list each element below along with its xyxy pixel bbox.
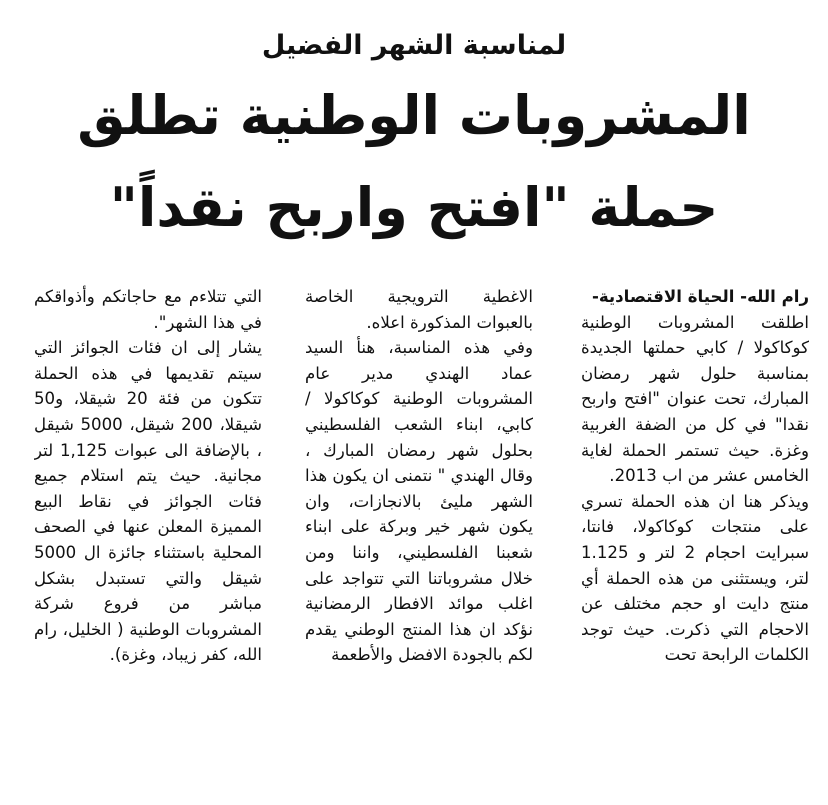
article-column-1 — [581, 284, 809, 799]
article-column-2 — [305, 284, 533, 799]
article-kicker: لمناسبة الشهر الفضيل — [261, 30, 567, 61]
column-2-paragraph-2: وفي هذه المناسبة، هنأ السيد عماد الهندي مدير عام المشروبات الوطنية كوكاكولا /كابي، ابناء الشعب الفلسطيني بحلول شهر رمضان المبارك ، وقال الهندي " نتمنى ان يكون هذا الشهر مليئ بالانجازات، وان يكون شهر خير وبركة على ابناء شعبنا الفلسطيني، واننا ومن خلال مشروباتنا التي تتواجد على اغلب موائد الافطار الرمضانية نؤكد ان هذا المنتج الوطني يقدم لكم بالجودة الافضل والأطعمة — [305, 338, 533, 665]
dateline: رام الله- الحياة الاقتصادية- — [591, 287, 809, 306]
headline-line-2: حملة "افتح واربح نقداً" — [109, 176, 719, 239]
column-2-paragraph-1: الاغطية الترويجية الخاصة بالعبوات المذكورة اعلاه. — [305, 287, 533, 332]
column-3-paragraph-1: التي تتلاءم مع حاجاتكم وأذواقكم في هذا الشهر". — [34, 287, 262, 332]
headline-line-1: المشروبات الوطنية تطلق — [77, 84, 751, 147]
column-3-paragraph-2: يشار إلى ان فئات الجوائز التي سيتم تقديمها في هذه الحملة تتكون من فئة 20 شيقلا، و50 شيقلا، 200 شيقل، 5000 شيقل ، بالإضافة الى عبوات 1,125 لتر مجانية. حيث يتم استلام جميع فئات الجوائز في نقاط البيع المميزة المعلن عنها في الصحف المحلية باستثناء جائزة ال 5000 شيقل والتي تستبدل بشكل مباشر من فروع شركة المشروبات الوطنية ( الخليل، رام الله، كفر زيباد، وغزة). — [34, 338, 262, 665]
article-column-3 — [34, 284, 262, 799]
column-1-paragraph-1: اطلقت المشروبات الوطنية كوكاكولا / كابي حملتها الجديدة بمناسبة حلول شهر رمضان المبارك، تحت عنوان "افتح واربح نقدا" في كل من الضفة الغربية وغزة. حيث تستمر الحملة لغاية الخامس عشر من اب 2013. — [581, 312, 809, 486]
column-1-paragraph-2: ويذكر هنا ان هذه الحملة تسري على منتجات كوكاكولا، فانتا، سبرايت احجام 2 لتر و 1.125 لتر، ويستثنى من هذه الحملة أي منتج دايت او حجم مختلف عن الاحجام التي ذكرت. حيث توجد الكلمات الرابحة تحت — [581, 491, 809, 665]
